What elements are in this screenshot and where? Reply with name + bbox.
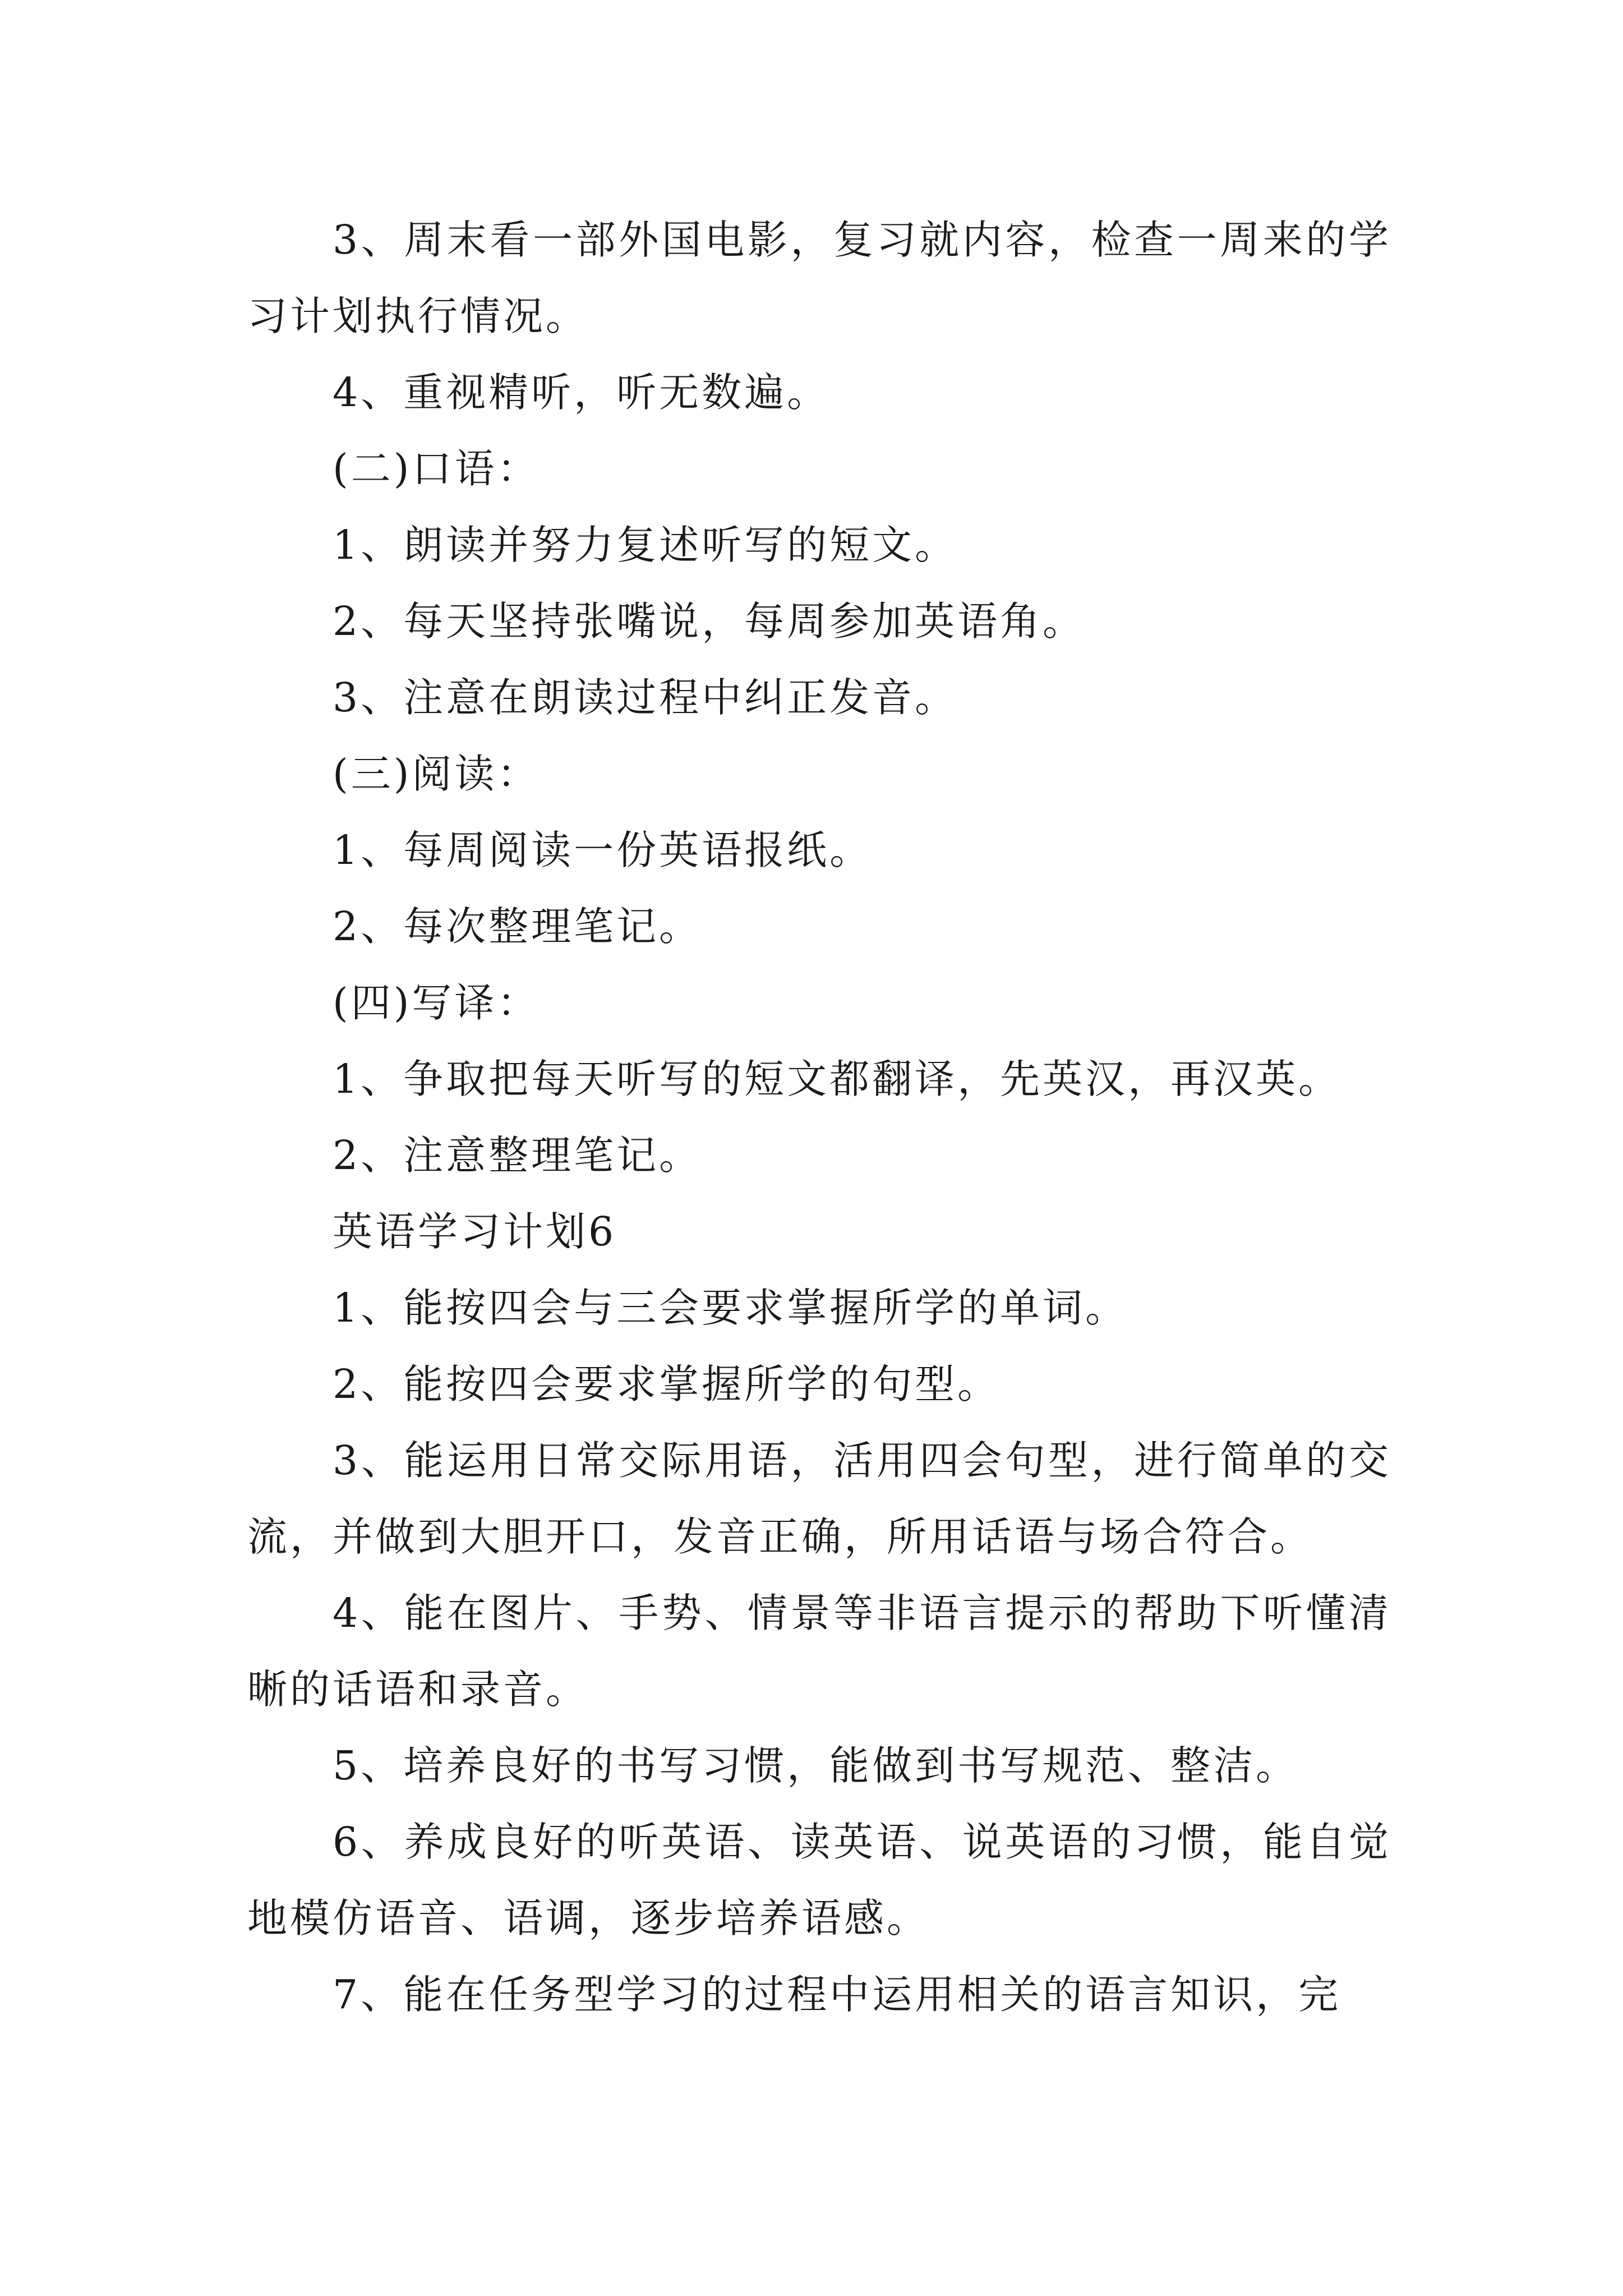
paragraph: 2、注意整理笔记。 bbox=[333, 1132, 702, 1179]
section-heading: (四)写译： bbox=[333, 979, 540, 1026]
paragraph: 2、每天坚持张嘴说，每周参加英语角。 bbox=[333, 598, 1086, 645]
section-heading: (三)阅读： bbox=[333, 751, 540, 797]
paragraph: 5、培养良好的书写习惯，能做到书写规范、整洁。 bbox=[333, 1742, 1299, 1789]
paragraph: 7、能在任务型学习的过程中运用相关的语言知识，完 bbox=[333, 1971, 1341, 2018]
paragraph: 4、能在图片、手势、情景等非语言提示的帮助下听懂清晰的话语和录音。 bbox=[247, 1590, 1391, 1713]
paragraph: 4、重视精听，听无数遍。 bbox=[333, 369, 830, 416]
paragraph: 2、能按四会要求掌握所学的句型。 bbox=[333, 1361, 1000, 1407]
paragraph: 1、争取把每天听写的短文都翻译，先英汉，再汉英。 bbox=[333, 1056, 1341, 1102]
document-section-title: 英语学习计划6 bbox=[333, 1208, 617, 1255]
paragraph: 1、每周阅读一份英语报纸。 bbox=[333, 827, 873, 873]
paragraph: 3、注意在朗读过程中纠正发音。 bbox=[333, 674, 958, 721]
paragraph: 3、周末看一部外国电影，复习就内容，检查一周来的学习计划执行情况。 bbox=[247, 217, 1391, 339]
paragraph: 6、养成良好的听英语、读英语、说英语的习惯，能自觉地模仿语音、语调，逐步培养语感。 bbox=[247, 1819, 1391, 1941]
paragraph: 1、朗读并努力复述听写的短文。 bbox=[333, 522, 958, 568]
paragraph: 3、能运用日常交际用语，活用四会句型，进行简单的交流，并做到大胆开口，发音正确，所用话语与场合符合。 bbox=[247, 1437, 1391, 1560]
document-body bbox=[247, 202, 1391, 2033]
section-heading: (二)口语： bbox=[333, 445, 540, 492]
paragraph: 2、每次整理笔记。 bbox=[333, 903, 702, 950]
paragraph: 1、能按四会与三会要求掌握所学的单词。 bbox=[333, 1285, 1128, 1331]
